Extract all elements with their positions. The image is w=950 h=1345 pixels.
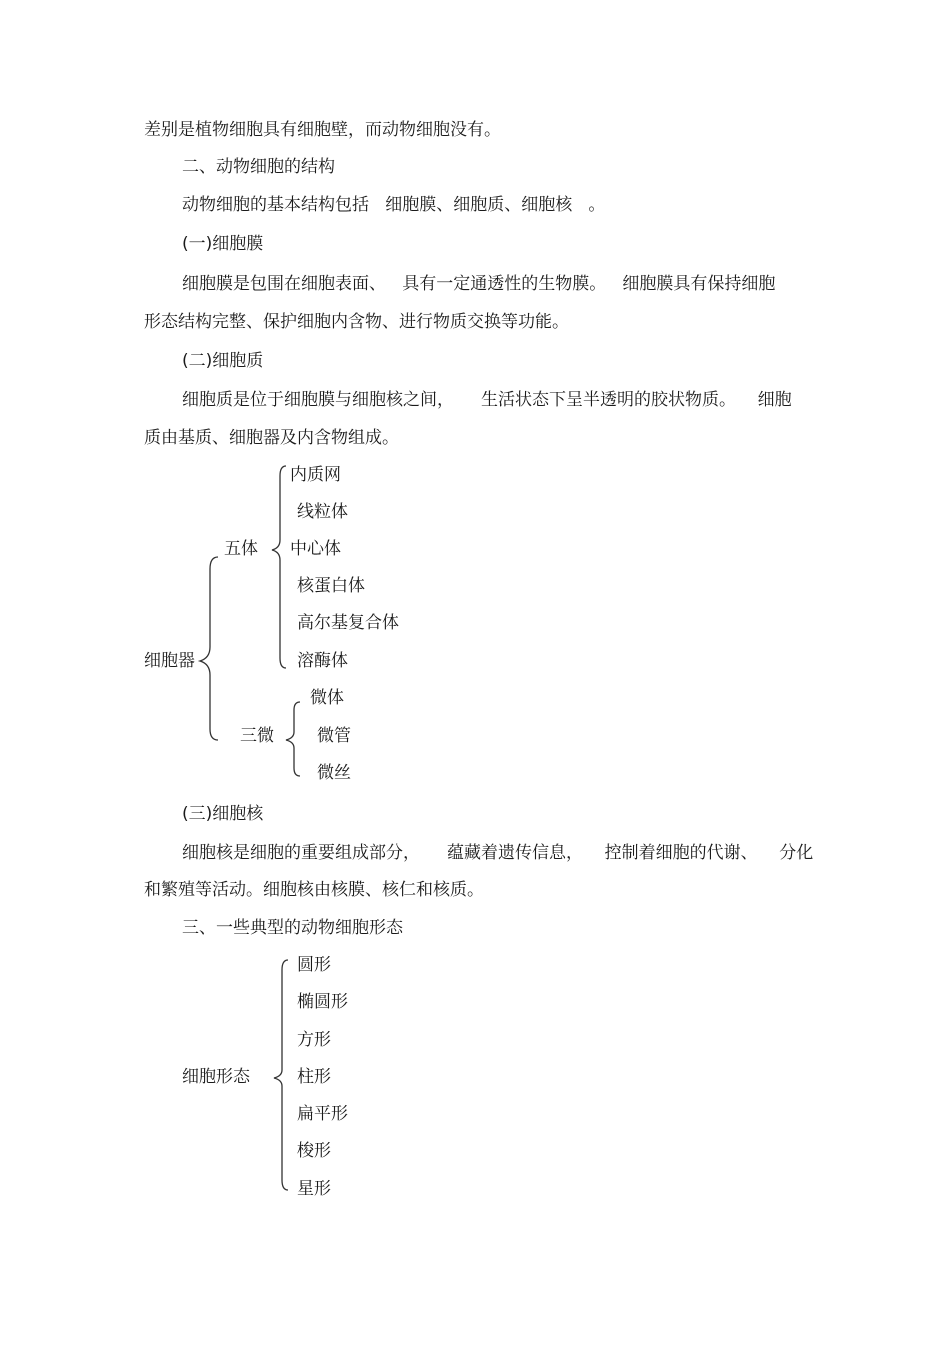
paragraph-text: 动物细胞的基本结构包括 细胞膜、细胞质、细胞核 。: [182, 195, 606, 215]
list-item: 扁平形: [297, 1104, 348, 1124]
tree-root-label: 细胞器: [144, 651, 195, 671]
section-heading-structure: 二、动物细胞的结构: [182, 157, 335, 177]
list-item: 星形: [297, 1179, 331, 1199]
tree-root-label: 细胞形态: [182, 1067, 250, 1087]
subheading-nucleus: (三)细胞核: [182, 804, 264, 824]
morphology-brace: [270, 958, 294, 1194]
list-item: 柱形: [297, 1067, 331, 1087]
group-brace-five: [268, 464, 292, 674]
list-item: 微丝: [317, 763, 351, 783]
list-item: 微体: [310, 688, 344, 708]
root-brace: [196, 555, 226, 745]
list-item: 中心体: [290, 539, 341, 559]
list-item: 方形: [297, 1030, 331, 1050]
list-item: 高尔基复合体: [297, 613, 399, 633]
list-item: 溶酶体: [297, 651, 348, 671]
section-heading-morphology: 三、一些典型的动物细胞形态: [182, 918, 403, 938]
paragraph-text: 细胞核是细胞的重要组成部分， 蕴藏着遗传信息， 控制着细胞的代谢、 分化: [182, 843, 814, 863]
paragraph-text: 差别是植物细胞具有细胞壁，而动物细胞没有。: [144, 120, 501, 140]
paragraph-text: 质由基质、细胞器及内含物组成。: [144, 428, 399, 448]
paragraph-text: 细胞质是位于细胞膜与细胞核之间， 生活状态下呈半透明的胶状物质。 细胞: [182, 390, 792, 410]
paragraph-text: 细胞膜是包围在细胞表面、 具有一定通透性的生物膜。 细胞膜具有保持细胞: [182, 274, 776, 294]
list-item: 椭圆形: [297, 992, 348, 1012]
list-item: 内质网: [290, 465, 341, 485]
paragraph-text: 形态结构完整、保护细胞内含物、进行物质交换等功能。: [144, 312, 569, 332]
subheading-cytoplasm: (二)细胞质: [182, 351, 264, 371]
list-item: 圆形: [297, 955, 331, 975]
group-brace-three: [282, 700, 306, 780]
list-item: 梭形: [297, 1141, 331, 1161]
group-label-five: 五体: [224, 539, 258, 559]
list-item: 核蛋白体: [297, 576, 365, 596]
group-label-three: 三微: [240, 726, 274, 746]
list-item: 线粒体: [297, 502, 348, 522]
list-item: 微管: [317, 726, 351, 746]
subheading-membrane: (一)细胞膜: [182, 234, 264, 254]
paragraph-text: 和繁殖等活动。细胞核由核膜、核仁和核质。: [144, 880, 484, 900]
